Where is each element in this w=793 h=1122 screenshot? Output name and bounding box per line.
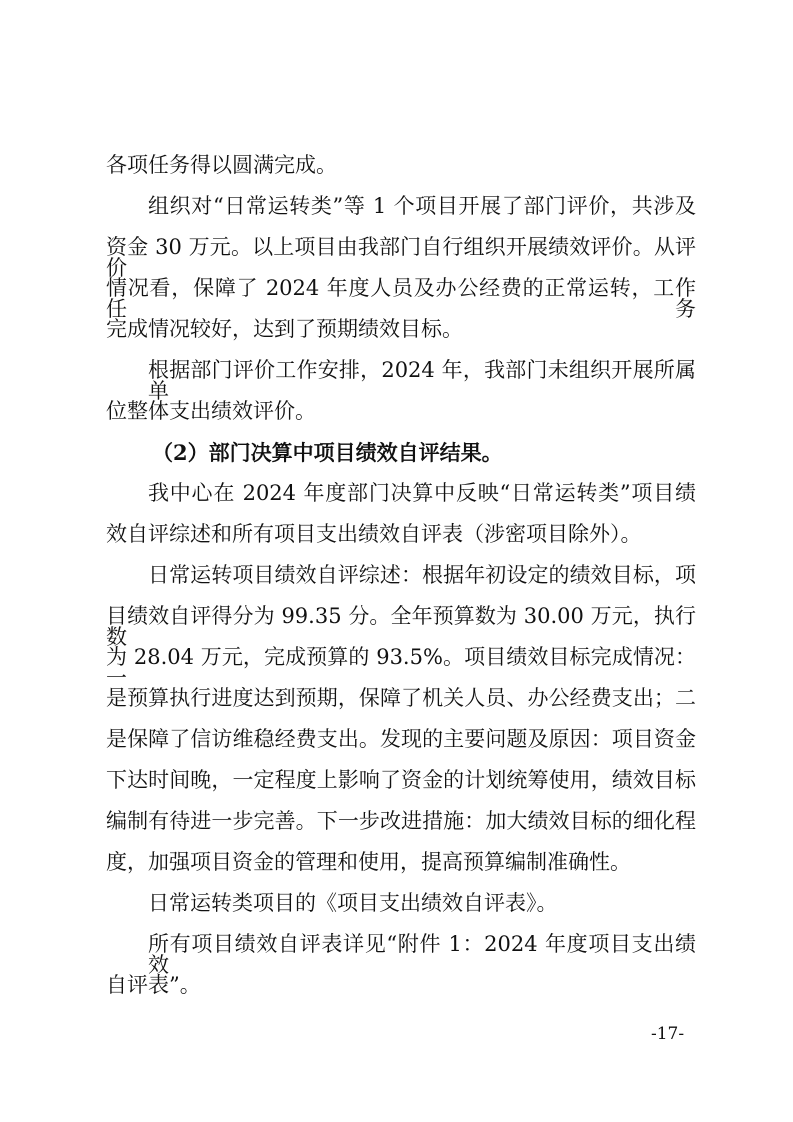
- text-line: 日常运转项目绩效自评综述：根据年初设定的绩效目标，项: [148, 563, 696, 587]
- text-line: 自评表”。: [106, 973, 201, 997]
- text-line: 度，加强项目资金的管理和使用，提高预算编制准确性。: [106, 850, 631, 874]
- text-line: 根据部门评价工作安排，2024 年，我部门未组织开展所属单: [148, 358, 696, 403]
- text-line: 效自评综述和所有项目支出绩效自评表（涉密项目除外）。: [106, 522, 642, 546]
- text-line: 位整体支出绩效评价。: [106, 399, 316, 423]
- text-line: 所有项目绩效自评表详见“附件 1：2024 年度项目支出绩效: [148, 932, 696, 977]
- text-line: 下达时间晚，一定程度上影响了资金的计划统筹使用，绩效目标: [106, 768, 696, 792]
- text-line: 各项任务得以圆满完成。: [106, 153, 337, 177]
- text-line: 目绩效自评得分为 99.35 分。全年预算数为 30.00 万元，执行数: [106, 604, 696, 649]
- text-line: 完成情况较好，达到了预期绩效目标。: [106, 317, 463, 341]
- page-number: -17-: [651, 1024, 685, 1044]
- text-line: 为 28.04 万元，完成预算的 93.5%。项目绩效目标完成情况：一: [106, 645, 696, 690]
- text-line: 资金 30 万元。以上项目由我部门自行组织开展绩效评价。从评价: [106, 235, 696, 280]
- text-line: 是预算执行进度达到预期，保障了机关人员、办公经费支出；二: [106, 686, 696, 710]
- text-line: 情况看，保障了 2024 年度人员及办公经费的正常运转，工作任务: [106, 276, 696, 321]
- text-line: 日常运转类项目的《项目支出绩效自评表》。: [148, 891, 558, 915]
- section-heading: （2）部门决算中项目绩效自评结果。: [152, 440, 503, 465]
- text-line: 我中心在 2024 年度部门决算中反映“日常运转类”项目绩: [148, 481, 696, 505]
- text-line: 组织对“日常运转类”等 1 个项目开展了部门评价，共涉及: [148, 194, 696, 218]
- text-line: 编制有待进一步完善。下一步改进措施：加大绩效目标的细化程: [106, 809, 696, 833]
- text-line: 是保障了信访维稳经费支出。发现的主要问题及原因：项目资金: [106, 727, 696, 751]
